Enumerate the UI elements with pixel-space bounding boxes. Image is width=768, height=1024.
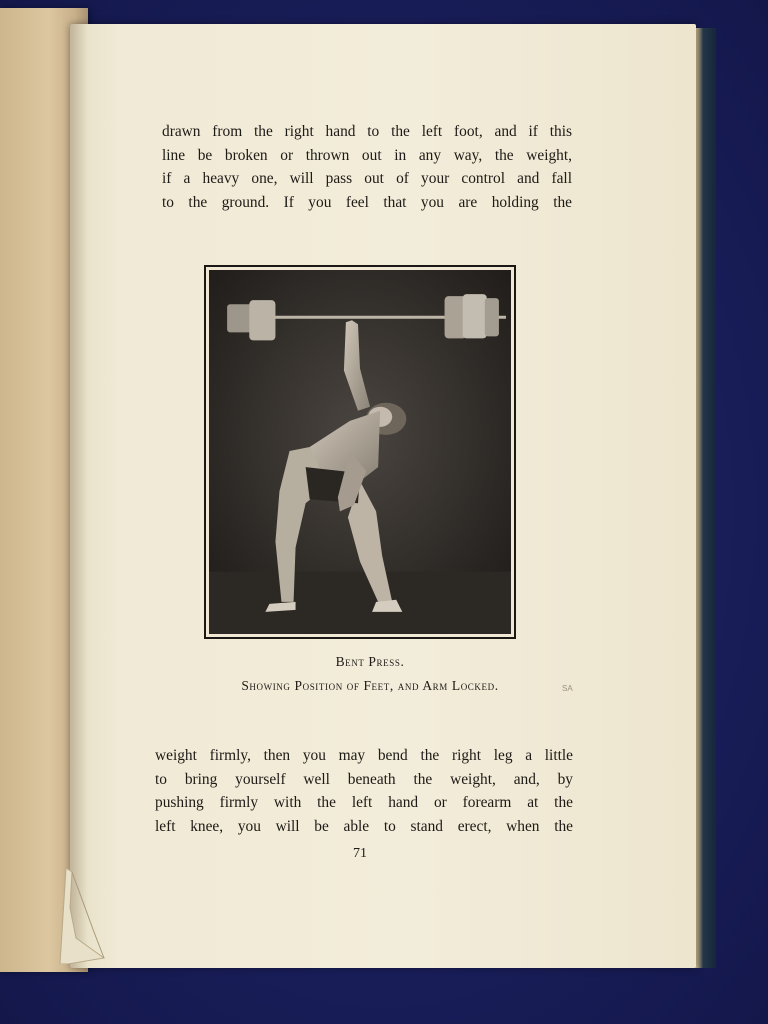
top-paragraph — [162, 120, 572, 214]
text-line: pushing firmly with the left hand or forearm at the — [155, 794, 573, 812]
bottom-paragraph — [155, 744, 573, 838]
text-line: weight firmly, then you may bend the right leg a little — [155, 747, 573, 764]
figure-caption-description: Showing Position of Feet, and Arm Locked. — [241, 678, 499, 693]
text-line: if a heavy one, will pass out of your control and fall — [162, 170, 572, 188]
strongman-photo-illustration — [209, 270, 511, 634]
page-number: 71 — [353, 846, 367, 861]
text-line: left knee, you will be able to stand erect, when the — [155, 817, 573, 835]
text-line: line be broken or thrown out in any way, the weight, — [162, 146, 572, 164]
torn-corner — [58, 868, 110, 964]
figure-caption-title: Bent Press. — [335, 654, 405, 669]
bent-press-photo — [204, 265, 516, 639]
text-line: to the ground. If you feel that you are holding the — [162, 193, 572, 211]
text-line: to bring yourself well beneath the weight, and, by — [155, 770, 573, 788]
text-line: drawn from the right hand to the left foot, and if this — [162, 123, 572, 140]
library-stamp-mark: SA — [562, 684, 573, 693]
gutter-shadow — [70, 24, 88, 968]
